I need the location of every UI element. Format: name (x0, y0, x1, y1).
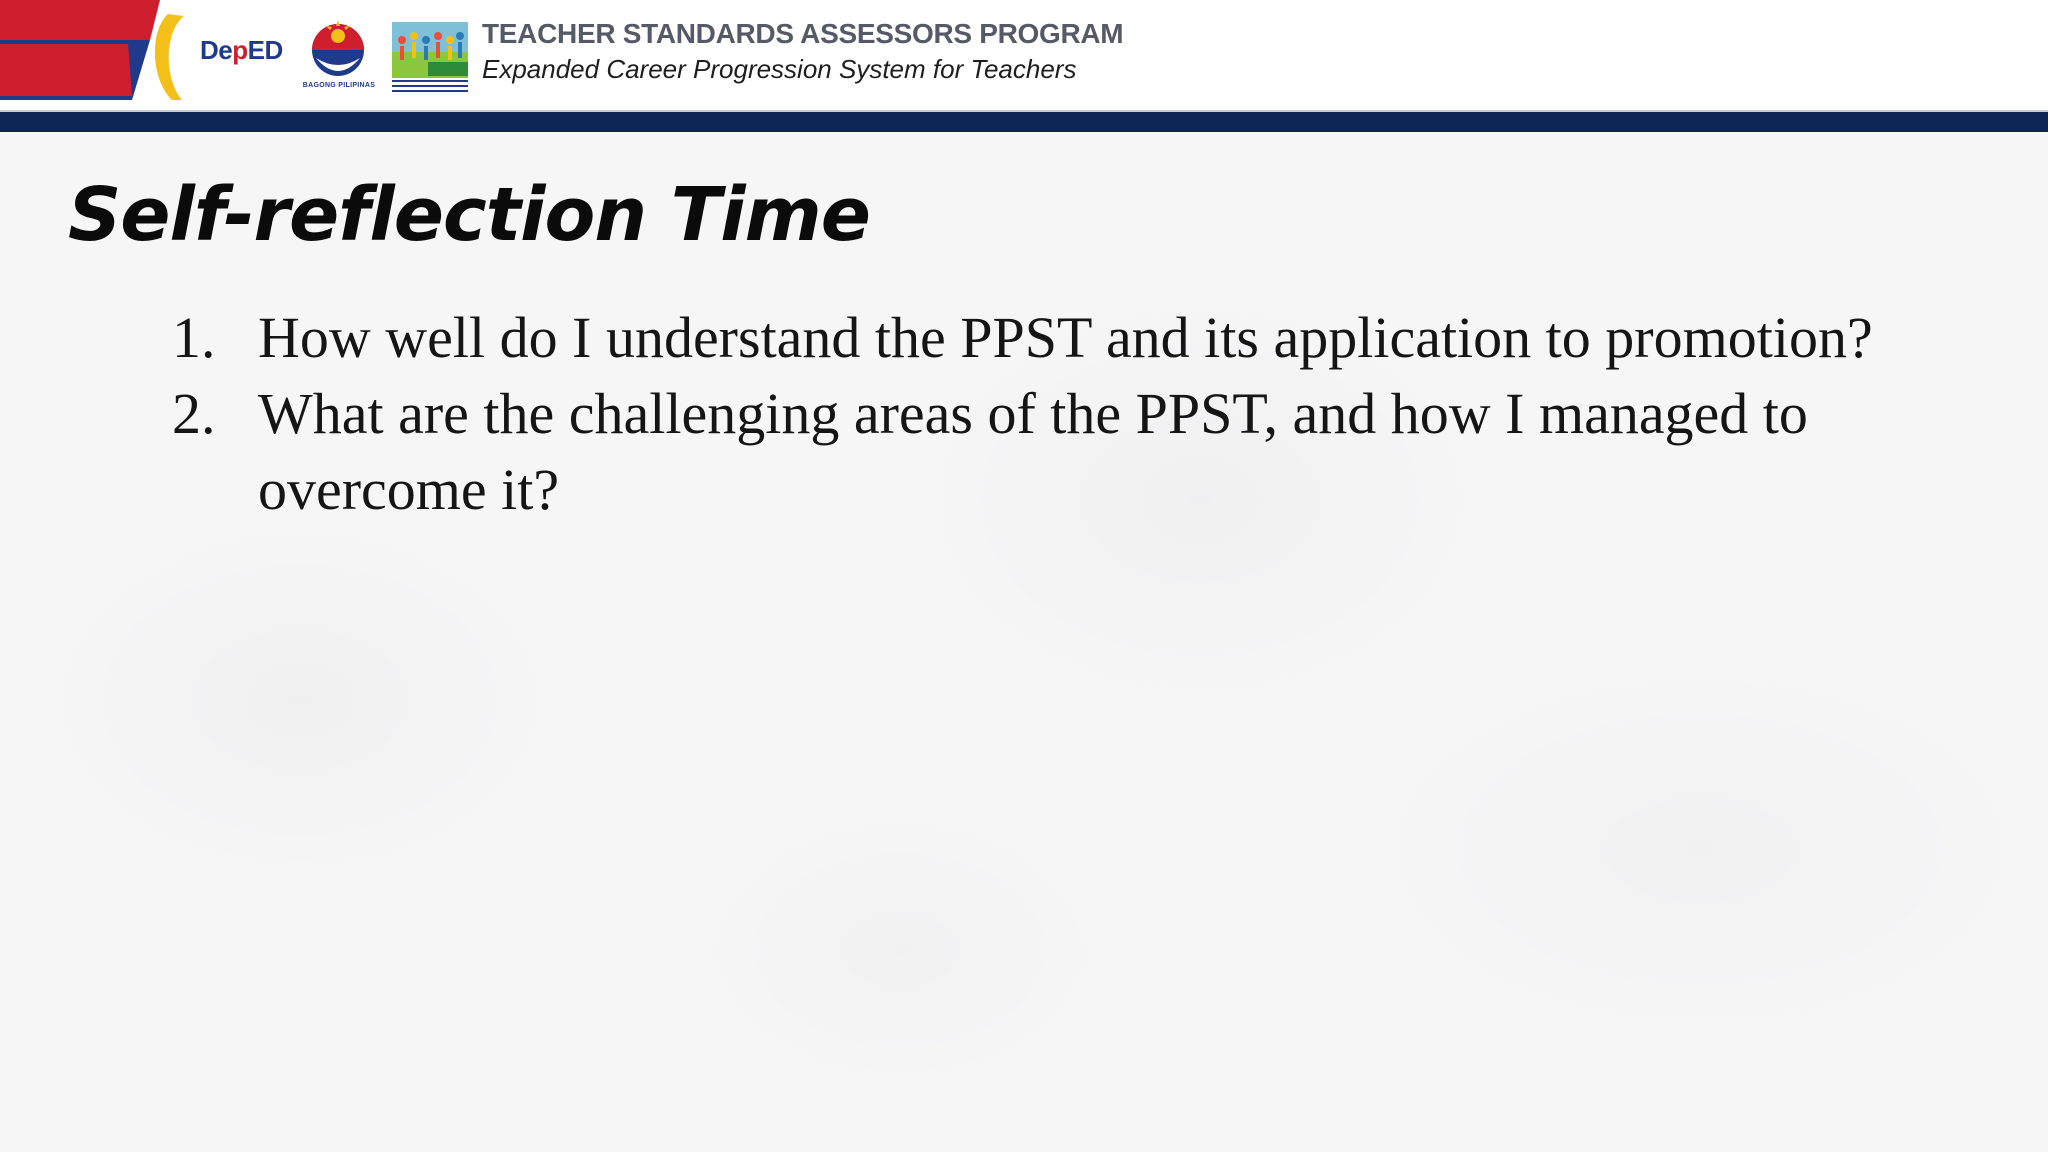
reflection-question-list (170, 300, 1890, 528)
program-title: TEACHER STANDARDS ASSESSORS PROGRAM (482, 18, 1124, 49)
question-number: 1. (172, 305, 216, 370)
question-text: How well do I understand the PPST and its application to promotion? (258, 305, 1873, 370)
slide-title: Self-reflection Time (68, 172, 870, 258)
slide-header (0, 0, 2048, 112)
bhrod-logo (392, 22, 468, 94)
deped-logo: DepED (200, 35, 283, 65)
header-divider-bar (0, 110, 2048, 132)
flag-band-graphic (0, 0, 190, 100)
program-subtitle: Expanded Career Progression System for Teachers (482, 54, 1077, 84)
list-item (170, 300, 1890, 376)
list-item (170, 376, 1890, 528)
question-number: 2. (172, 381, 216, 446)
question-text: What are the challenging areas of the PPST, and how I managed to overcome it? (258, 381, 1808, 522)
bagong-pilipinas-caption: BAGONG PILIPINAS (302, 82, 376, 89)
